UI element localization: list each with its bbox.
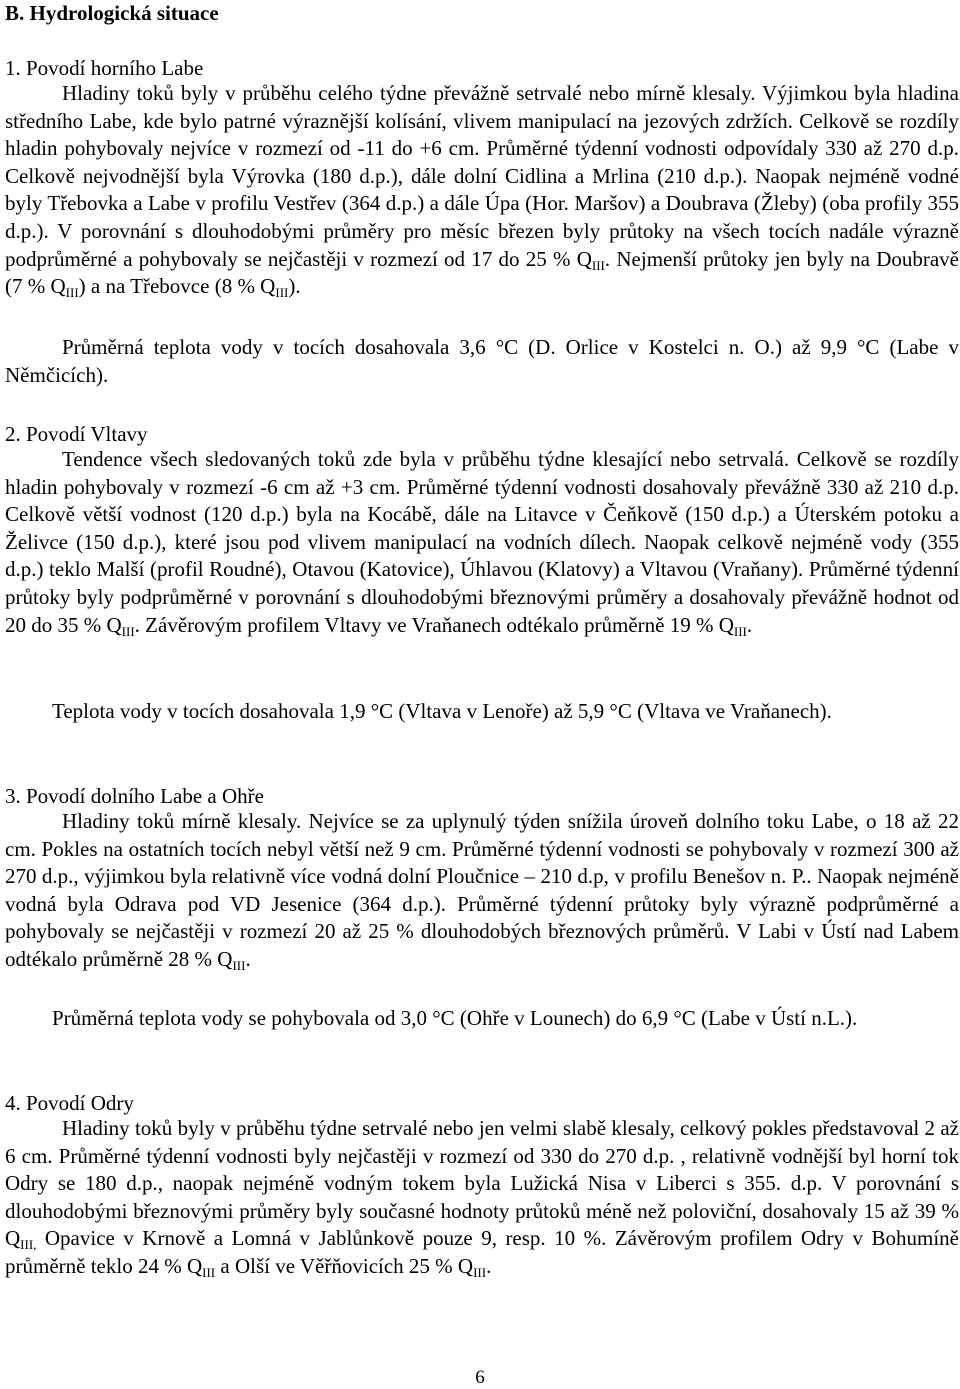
section-heading: B. Hydrologická situace xyxy=(5,1,219,25)
paragraph-1-1: Hladiny toků byly v průběhu celého týdne převážně setrvalé nebo mírně klesaly. Výjimkou byla hladina středního Labe, kde bylo patrné výraznější kolísání, vlivem manipulací na jezových zdržích. Celkově se rozdíly hladin pohybovaly nejvíce v rozmezí od -11 do +6 cm. Průměrné týdenní vodnosti odpovídaly 330 až 270 d.p. Celkově nejvodnější byla Výrovka (180 d.p.), dále dolní Cidlina a Mrlina (210 d.p.). Naopak nejméně vodné byly Třebovka a Labe v profilu Vestřev (364 d.p.) a dále Úpa (Hor. Maršov) a Doubrava (Žleby) (oba profily 355 d.p.). V porovnání s dlouhodobými průměry pro měsíc březen byly průtoky na všech tocích nadále výrazně podprůměrné a pohybovaly se nejčastěji v rozmezí od 17 do 25 % $Q_{III}$. Nejmenší průtoky jen byly na Doubravě (7 % $Q_{III}$) a na Třebovce (8 % $Q_{III}$). xyxy=(5,81,959,301)
paragraph-2-2: Teplota vody v tocích dosahovala 1,9 °C (Vltava v Lenoře) až 5,9 °C (Vltava ve Vraňanech). xyxy=(52,699,832,723)
section-title-1: 1. Povodí horního Labe xyxy=(5,56,204,80)
section-title-4: 4. Povodí Odry xyxy=(5,1091,134,1115)
paragraph-1-2: Průměrná teplota vody v tocích dosahovala 3,6 °C (D. Orlice v Kostelci n. O.) až 9,9 °C (Labe v Němčicích). xyxy=(5,335,959,387)
page-number: 6 xyxy=(475,1367,485,1388)
paragraph-3-1: Hladiny toků mírně klesaly. Nejvíce se za uplynulý týden snížila úroveň dolního toku Labe, o 18 až 22 cm. Pokles na ostatních tocích nebyl větší než 9 cm. Průměrné týdenní vodnosti se pohybovaly v rozmezí 300 až 270 d.p., výjimkou byla relativně více vodná dolní Ploučnice – 210 d.p, v profilu Benešov n. P.. Naopak nejméně vodná byla Odrava pod VD Jesenice (364 d.p.). Průměrné týdenní průtoky byly výrazně podprůměrné a pohybovaly se nejčastěji v rozmezí 20 až 25 % dlouhodobých březnových průměrů. V Labi v Ústí nad Labem odtékalo průměrně 28 % $Q_{III}$. xyxy=(5,809,959,973)
section-title-3: 3. Povodí dolního Labe a Ohře xyxy=(5,784,264,808)
section-title-2: 2. Povodí Vltavy xyxy=(5,422,148,446)
paragraph-2-1: Tendence všech sledovaných toků zde byla v průběhu týdne klesající nebo setrvalá. Celkově se rozdíly hladin pohybovaly v rozmezí -6 cm až +3 cm. Průměrné týdenní vodnosti dosahovaly převážně 330 až 210 d.p. Celkově větší vodnost (120 d.p.) byla na Kocábě, dále na Litavce v Čeňkově (150 d.p.) a Úterském potoku a Želivce (150 d.p.), které jsou pod vlivem manipulací na vodních dílech. Naopak celkově nejméně vody (355 d.p.) teklo Malší (profil Roudné), Otavou (Katovice), Úhlavou (Klatovy) a Vltavou (Vraňany). Průměrné týdenní průtoky byly podprůměrné v porovnání s dlouhodobými březnovými průměry a dosahovaly převážně hodnot od 20 do 35 % $Q_{III}$. Závěrovým profilem Vltavy ve Vraňanech odtékalo průměrně 19 % $Q_{III}$. xyxy=(5,447,959,639)
paragraph-3-2: Průměrná teplota vody se pohybovala od 3,0 °C (Ohře v Lounech) do 6,9 °C (Labe v Ústí n.L.). xyxy=(52,1006,858,1030)
paragraph-4-1: Hladiny toků byly v průběhu týdne setrvalé nebo jen velmi slabě klesaly, celkový pokles představoval 2 až 6 cm. Průměrné týdenní vodnosti byly nejčastěji v rozmezí od 330 do 270 d.p. , relativně vodnější byl horní tok Odry se 180 d.p., naopak nejméně vodným tokem byla Lužická Nisa v Liberci s 355. d.p. V porovnání s dlouhodobými březnovými průměry byly současné hodnoty průtoků méně než poloviční, dosahovaly 15 až 39 % $Q_{III,}$ Opavice v Krnově a Lomná v Jablůnkově pouze 9, resp. 10 %. Závěrovým profilem Odry v Bohumíně průměrně teklo 24 % $Q_{III}$ a Olší ve Věřňovicích 25 % $Q_{III}$. xyxy=(5,1116,959,1280)
